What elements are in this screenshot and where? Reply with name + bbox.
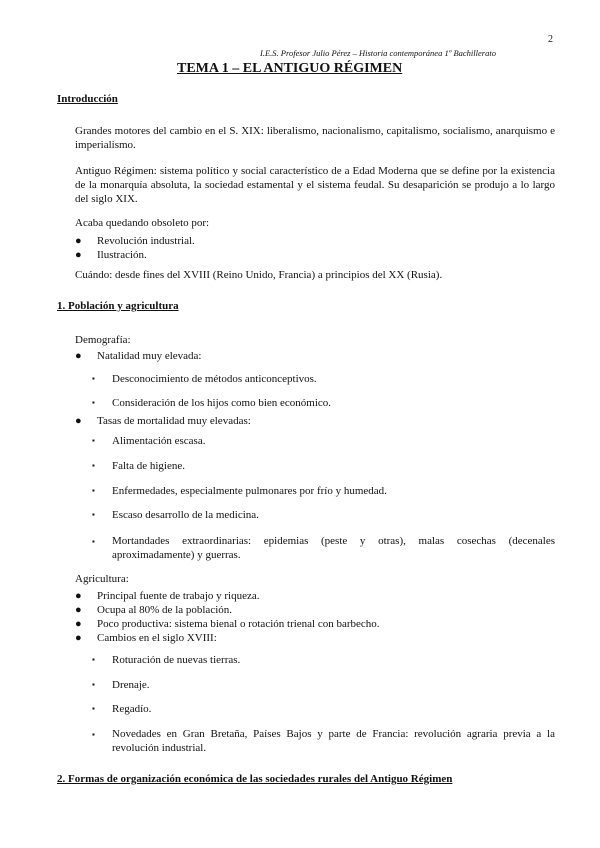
list-item — [75, 234, 195, 248]
square-bullet-icon: ▪ — [92, 537, 95, 546]
demography-label: Demografía: — [75, 334, 131, 346]
list-item-text: Roturación de nuevas tierras. — [112, 654, 241, 666]
bullet-icon: ● — [75, 350, 82, 362]
list-item-text: Revolución industrial. — [97, 235, 195, 247]
agriculture-label: Agricultura: — [75, 573, 129, 585]
list-item-text: Ocupa al 80% de la población. — [97, 604, 233, 616]
square-bullet-icon: ▪ — [92, 655, 95, 664]
list-item-text: Mortandades extraordinarias: epidemias (peste y otras), malas cosechas (decenales aproximadamente) y guerras. — [112, 535, 555, 561]
list-item-text: Falta de higiene. — [112, 460, 186, 472]
when-text: Cuándo: desde fines del XVIII (Reino Unido, Francia) a principios del XX (Rusia). — [75, 269, 443, 281]
list-item-text: Consideración de los hijos como bien económico. — [112, 397, 332, 409]
section-heading-introduction: Introducción — [57, 93, 118, 105]
intro-paragraph-2: Antiguo Régimen: sistema político y social característico de a Edad Moderna que se define por la existencia de la monarquía absoluta, la sociedad estamental y el sistema feudal. Su desaparición se produjo a lo largo del siglo XIX. — [75, 165, 555, 205]
list-item — [92, 534, 555, 562]
running-header: I.E.S. Profesor Julio Pérez – Historia contemporánea 1º Bachillerato — [260, 48, 496, 58]
list-item-text: Enfermedades, especialmente pulmonares por frío y humedad. — [112, 485, 387, 497]
list-item — [92, 372, 317, 386]
list-item — [75, 349, 201, 363]
list-item-text: Tasas de mortalidad muy elevadas: — [97, 415, 251, 427]
list-item — [92, 727, 555, 755]
list-item-text: Alimentación escasa. — [112, 435, 206, 447]
square-bullet-icon: ▪ — [92, 704, 95, 713]
bullet-icon: ● — [75, 604, 82, 616]
list-item-text: Ilustración. — [97, 249, 147, 261]
square-bullet-icon: ▪ — [92, 730, 95, 739]
bullet-icon: ● — [75, 632, 82, 644]
square-bullet-icon: ▪ — [92, 398, 95, 407]
list-item — [92, 508, 259, 522]
list-item — [75, 617, 380, 631]
bullet-icon: ● — [75, 415, 82, 427]
list-item — [92, 653, 240, 667]
page-title: TEMA 1 – EL ANTIGUO RÉGIMEN — [177, 61, 403, 76]
list-item — [92, 396, 331, 410]
list-item-text: Principal fuente de trabajo y riqueza. — [97, 590, 260, 602]
section-heading-economic-organization: 2. Formas de organización económica de las sociedades rurales del Antiguo Régimen — [57, 773, 453, 785]
list-item-text: Novedades en Gran Bretaña, Países Bajos y parte de Francia: revolución agraria previa a la revolución industrial. — [112, 728, 555, 754]
obsolete-label: Acaba quedando obsoleto por: — [75, 217, 210, 229]
square-bullet-icon: ▪ — [92, 461, 95, 470]
list-item-text: Drenaje. — [112, 679, 150, 691]
square-bullet-icon: ▪ — [92, 374, 95, 383]
bullet-icon: ● — [75, 235, 82, 247]
list-item-text: Regadío. — [112, 703, 152, 715]
square-bullet-icon: ▪ — [92, 680, 95, 689]
list-item — [92, 484, 387, 498]
bullet-icon: ● — [75, 590, 82, 602]
list-item — [75, 631, 217, 645]
list-item-text: Poco productiva: sistema bienal o rotación trienal con barbecho. — [97, 618, 380, 630]
intro-paragraph-1: Grandes motores del cambio en el S. XIX: liberalismo, nacionalismo, capitalismo, socialismo, anarquismo e imperialismo. — [75, 125, 555, 151]
list-item — [92, 678, 150, 692]
square-bullet-icon: ▪ — [92, 510, 95, 519]
list-item-text: Desconocimiento de métodos anticonceptivos. — [112, 373, 317, 385]
page-number: 2 — [548, 34, 553, 45]
list-item — [75, 603, 232, 617]
section-heading-population: 1. Población y agricultura — [57, 300, 179, 312]
list-item — [75, 248, 147, 262]
list-item — [92, 702, 151, 716]
bullet-icon: ● — [75, 249, 82, 261]
bullet-icon: ● — [75, 618, 82, 630]
square-bullet-icon: ▪ — [92, 436, 95, 445]
list-item — [75, 589, 260, 603]
list-item-text: Escaso desarrollo de la medicina. — [112, 509, 259, 521]
square-bullet-icon: ▪ — [92, 486, 95, 495]
list-item — [92, 434, 205, 448]
list-item-text: Natalidad muy elevada: — [97, 350, 202, 362]
list-item-text: Cambios en el siglo XVIII: — [97, 632, 217, 644]
list-item — [75, 414, 251, 428]
list-item — [92, 459, 185, 473]
